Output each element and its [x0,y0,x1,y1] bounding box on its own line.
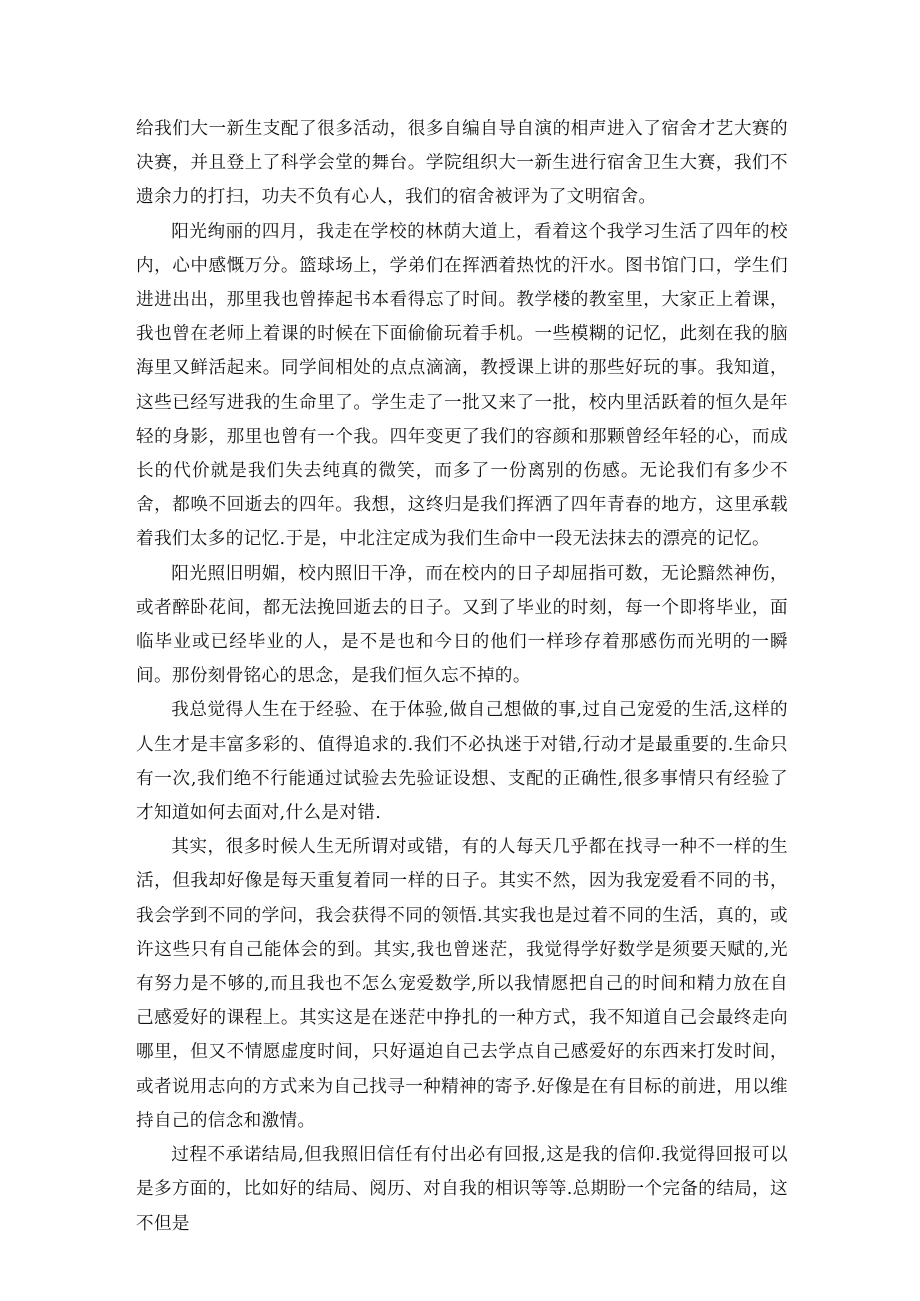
paragraph-6: 过程不承诺结局,但我照旧信任有付出必有回报,这是我的信仰.我觉得回报可以是多方面的，比如好的结局、阅历、对自我的相识等等.总期盼一个完备的结局，这不但是 [136,1145,788,1234]
paragraph-3: 阳光照旧明媚，校内照旧干净，而在校内的日子却屈指可数，无论黯然神伤，或者醉卧花间，都无法挽回逝去的日子。又到了毕业的时刻，每一个即将毕业，面临毕业或已经毕业的人，是不是也和今日的他们一样珍存着那感伤而光明的一瞬间。那份刻骨铭心的思念，是我们恒久忘不掉的。 [136,563,788,687]
paragraph-4: 我总觉得人生在于经验、在于体验,做自己想做的事,过自己宠爱的生活,这样的人生才是丰富多彩的、值得追求的.我们不必执迷于对错,行动才是最重要的.生命只有一次,我们绝不行能通过试验去先验证设想、支配的正确性,很多事情只有经验了才知道如何去面对,什么是对错. [136,700,788,824]
paragraph-1: 给我们大一新生支配了很多活动，很多自编自导自演的相声进入了宿舍才艺大赛的决赛，并且登上了科学会堂的舞台。学院组织大一新生进行宿舍卫生大赛，我们不遗余力的打扫，功夫不负有心人，我们的宿舍被评为了文明宿舍。 [136,119,788,208]
document-body [136,112,788,1241]
paragraph-2: 阳光绚丽的四月，我走在学校的林荫大道上，看着这个我学习生活了四年的校内，心中感慨万分。篮球场上，学弟们在挥洒着热忱的汗水。图书馆门口，学生们进进出出，那里我也曾捧起书本看得忘了时间。教学楼的教室里，大家正上着课，我也曾在老师上着课的时候在下面偷偷玩着手机。一些模糊的记忆，此刻在我的脑海里又鲜活起来。同学间相处的点点滴滴，教授课上讲的那些好玩的事。我知道，这些已经写进我的生命里了。学生走了一批又来了一批，校内里活跃着的恒久是年轻的身影，那里也曾有一个我。四年变更了我们的容颜和那颗曾经年轻的心，而成长的代价就是我们失去纯真的微笑，而多了一份离别的伤感。无论我们有多少不舍，都唤不回逝去的四年。我想，这终归是我们挥洒了四年青春的地方，这里承载着我们太多的记忆.于是，中北注定成为我们生命中一段无法抹去的漂亮的记忆。 [136,221,788,550]
paragraph-5: 其实，很多时候人生无所谓对或错，有的人每天几乎都在找寻一种不一样的生活，但我却好像是每天重复着同一样的日子。其实不然，因为我宠爱看不同的书，我会学到不同的学问，我会获得不同的领悟.其实我也是过着不同的生活，真的，或许这些只有自己能体会的到。其实,我也曾迷茫，我觉得学好数学是须要天赋的,光有努力是不够的,而且我也不怎么宠爱数学,所以我情愿把自己的时间和精力放在自己感爱好的课程上。其实这是在迷茫中挣扎的一种方式，我不知道自己会最终走向哪里，但又不情愿虚度时间，只好逼迫自己去学点自己感爱好的东西来打发时间，或者说用志向的方式来为自己找寻一种精神的寄予.好像是在有目标的前进，用以维持自己的信念和激情。 [136,837,788,1131]
